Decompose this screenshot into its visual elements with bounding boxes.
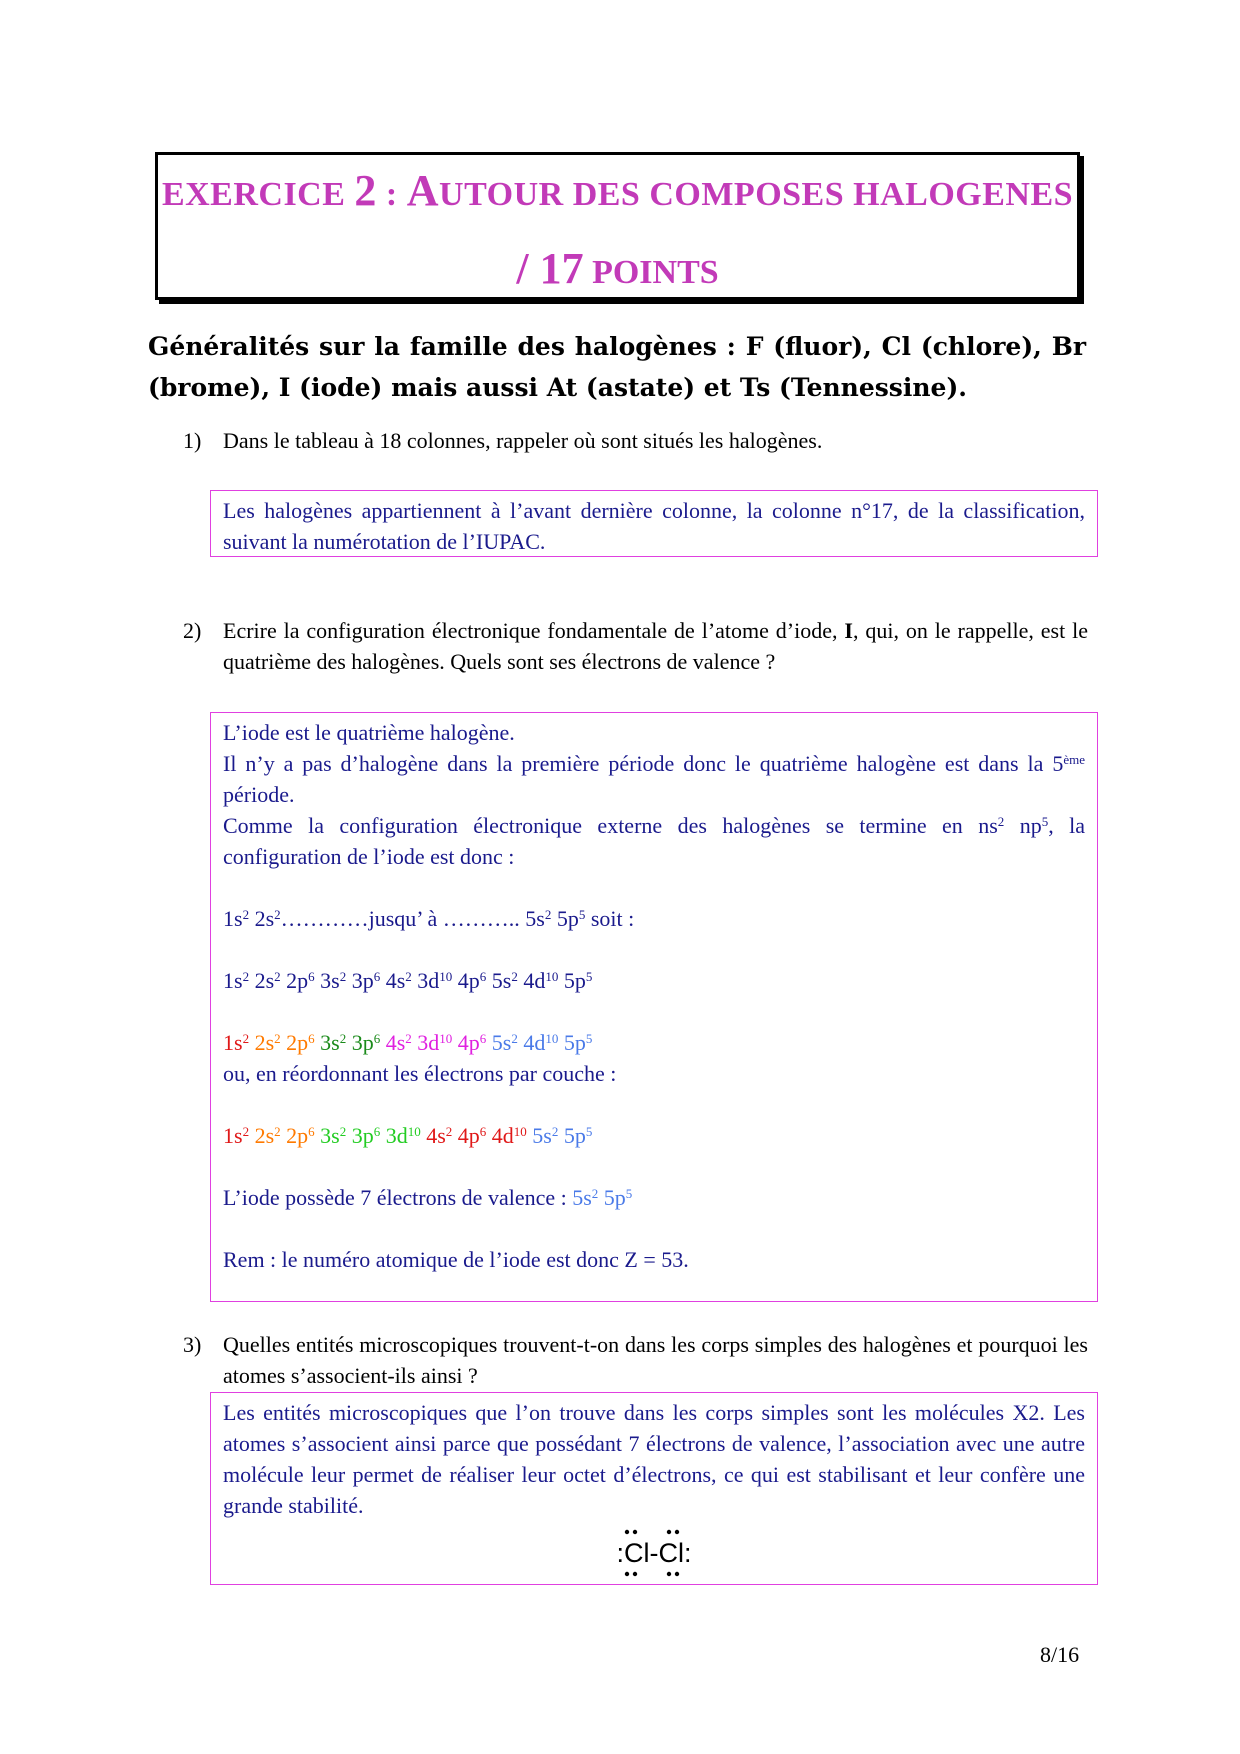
question-3: 3) Quelles entités microscopiques trouvent-t-on dans les corps simples des halogènes et pourquoi les atomes s’associent-ils ainsi ? (183, 1332, 1088, 1388)
title-line-2: / 17 POINTS (516, 244, 719, 293)
answer-1-box: Les halogènes appartiennent à l’avant dernière colonne, la colonne n°17, de la classification, suivant la numérotation de l’IUPAC. (210, 490, 1098, 557)
config-colored-by-shell: $1s^2$ $2s^2$ $2p^6$ $3s^2$ $3p^6$ $3d^{10}$ $4s^2$ $4p^6$ $4d^{10}$ $5s^2$ $5p^5$ (223, 1123, 593, 1148)
config-short: $1s^2$ $2s^2\dots\dots\dots\dots jusqu$’ à ……….. $5s^2$ $5p^5$ soit : (223, 906, 635, 931)
config-full: $1s^2$ $2s^2$ $2p^6$ $3s^2$ $3p^6$ $4s^2$ $3d^{10}$ $4p^6$ $5s^2$ $4d^{10}$ $5p^5$ (223, 968, 593, 993)
answer-2-box: L’iode est le quatrième halogène. Il n’y a pas d’halogène dans la première période donc le quatrième halogène est dans la 5ème période. Comme la configuration électronique externe des halogènes se termine en $ns^2$ $np^5$, la configuration de l’iode est donc : $1s^2$ $2s^2\dots\dots\dots\dots jusqu$’ à ……….. $5s^2$ $5p^5$ soit : $1s^2$ $2s^2$ $2p^6$ $3s^2$ $3p^6$ $4s^2$ $3d^{10}$ $4p^6$ $5s^2$ $4d^{10}$ $5p^5$ $1s^2$ $2s^2$ $2p^6$ $3s^2$ $3p^6$ $4s^2$ $3d^{10}$ $4p^6$ $5s^2$ $4d^{10}$ $5p^5$ ou, en réordonnant les électrons par couche : $1s^2$ $2s^2$ $2p^6$ $3s^2$ $3p^6$ $3d^{10}$ $4s^2$ $4p^6$ $4d^{10}$ $5s^2$ $5p^5$ L’iode possède 7 électrons de valence : $5s^2$ $5p^5$ Rem : le numéro atomique de l’iode est donc Z = 53. (210, 712, 1098, 1302)
question-2: 2) Ecrire la configuration électronique fondamentale de l’atome d’iode, I, qui, on le rappelle, est le quatrième des halogènes. Quels sont ses électrons de valence ? (183, 618, 1088, 674)
answer-3-box: Les entités microscopiques que l’on trouve dans les corps simples sont les molécules X2. Les atomes s’associent ainsi parce que possédant 7 électrons de valence, l’association avec une autre molécule leur permet de réaliser leur octet d’électrons, ce qui est stabilisant et leur confère une grande stabilité. :Cl-Cl: (210, 1392, 1098, 1585)
intro-heading: Généralités sur la famille des halogènes : F (fluor), Cl (chlore), Br (brome), I (iode) mais aussi At (astate) et Ts (Tennessine). (148, 332, 1086, 402)
title-line-1: EXERCICE 2 : AUTOUR DES COMPOSES HALOGENES (161, 166, 1074, 215)
question-1: 1) Dans le tableau à 18 colonnes, rappeler où sont situés les halogènes. (183, 428, 823, 453)
lewis-structure-cl2 (223, 1525, 1085, 1589)
config-colored-by-period: $1s^2$ $2s^2$ $2p^6$ $3s^2$ $3p^6$ $4s^2$ $3d^{10}$ $4p^6$ $5s^2$ $4d^{10}$ $5p^5$ (223, 1030, 593, 1055)
page-number: 8/16 (1040, 1642, 1080, 1667)
lewis-formula: :Cl-Cl: (616, 1538, 692, 1568)
title-box (155, 152, 1080, 300)
